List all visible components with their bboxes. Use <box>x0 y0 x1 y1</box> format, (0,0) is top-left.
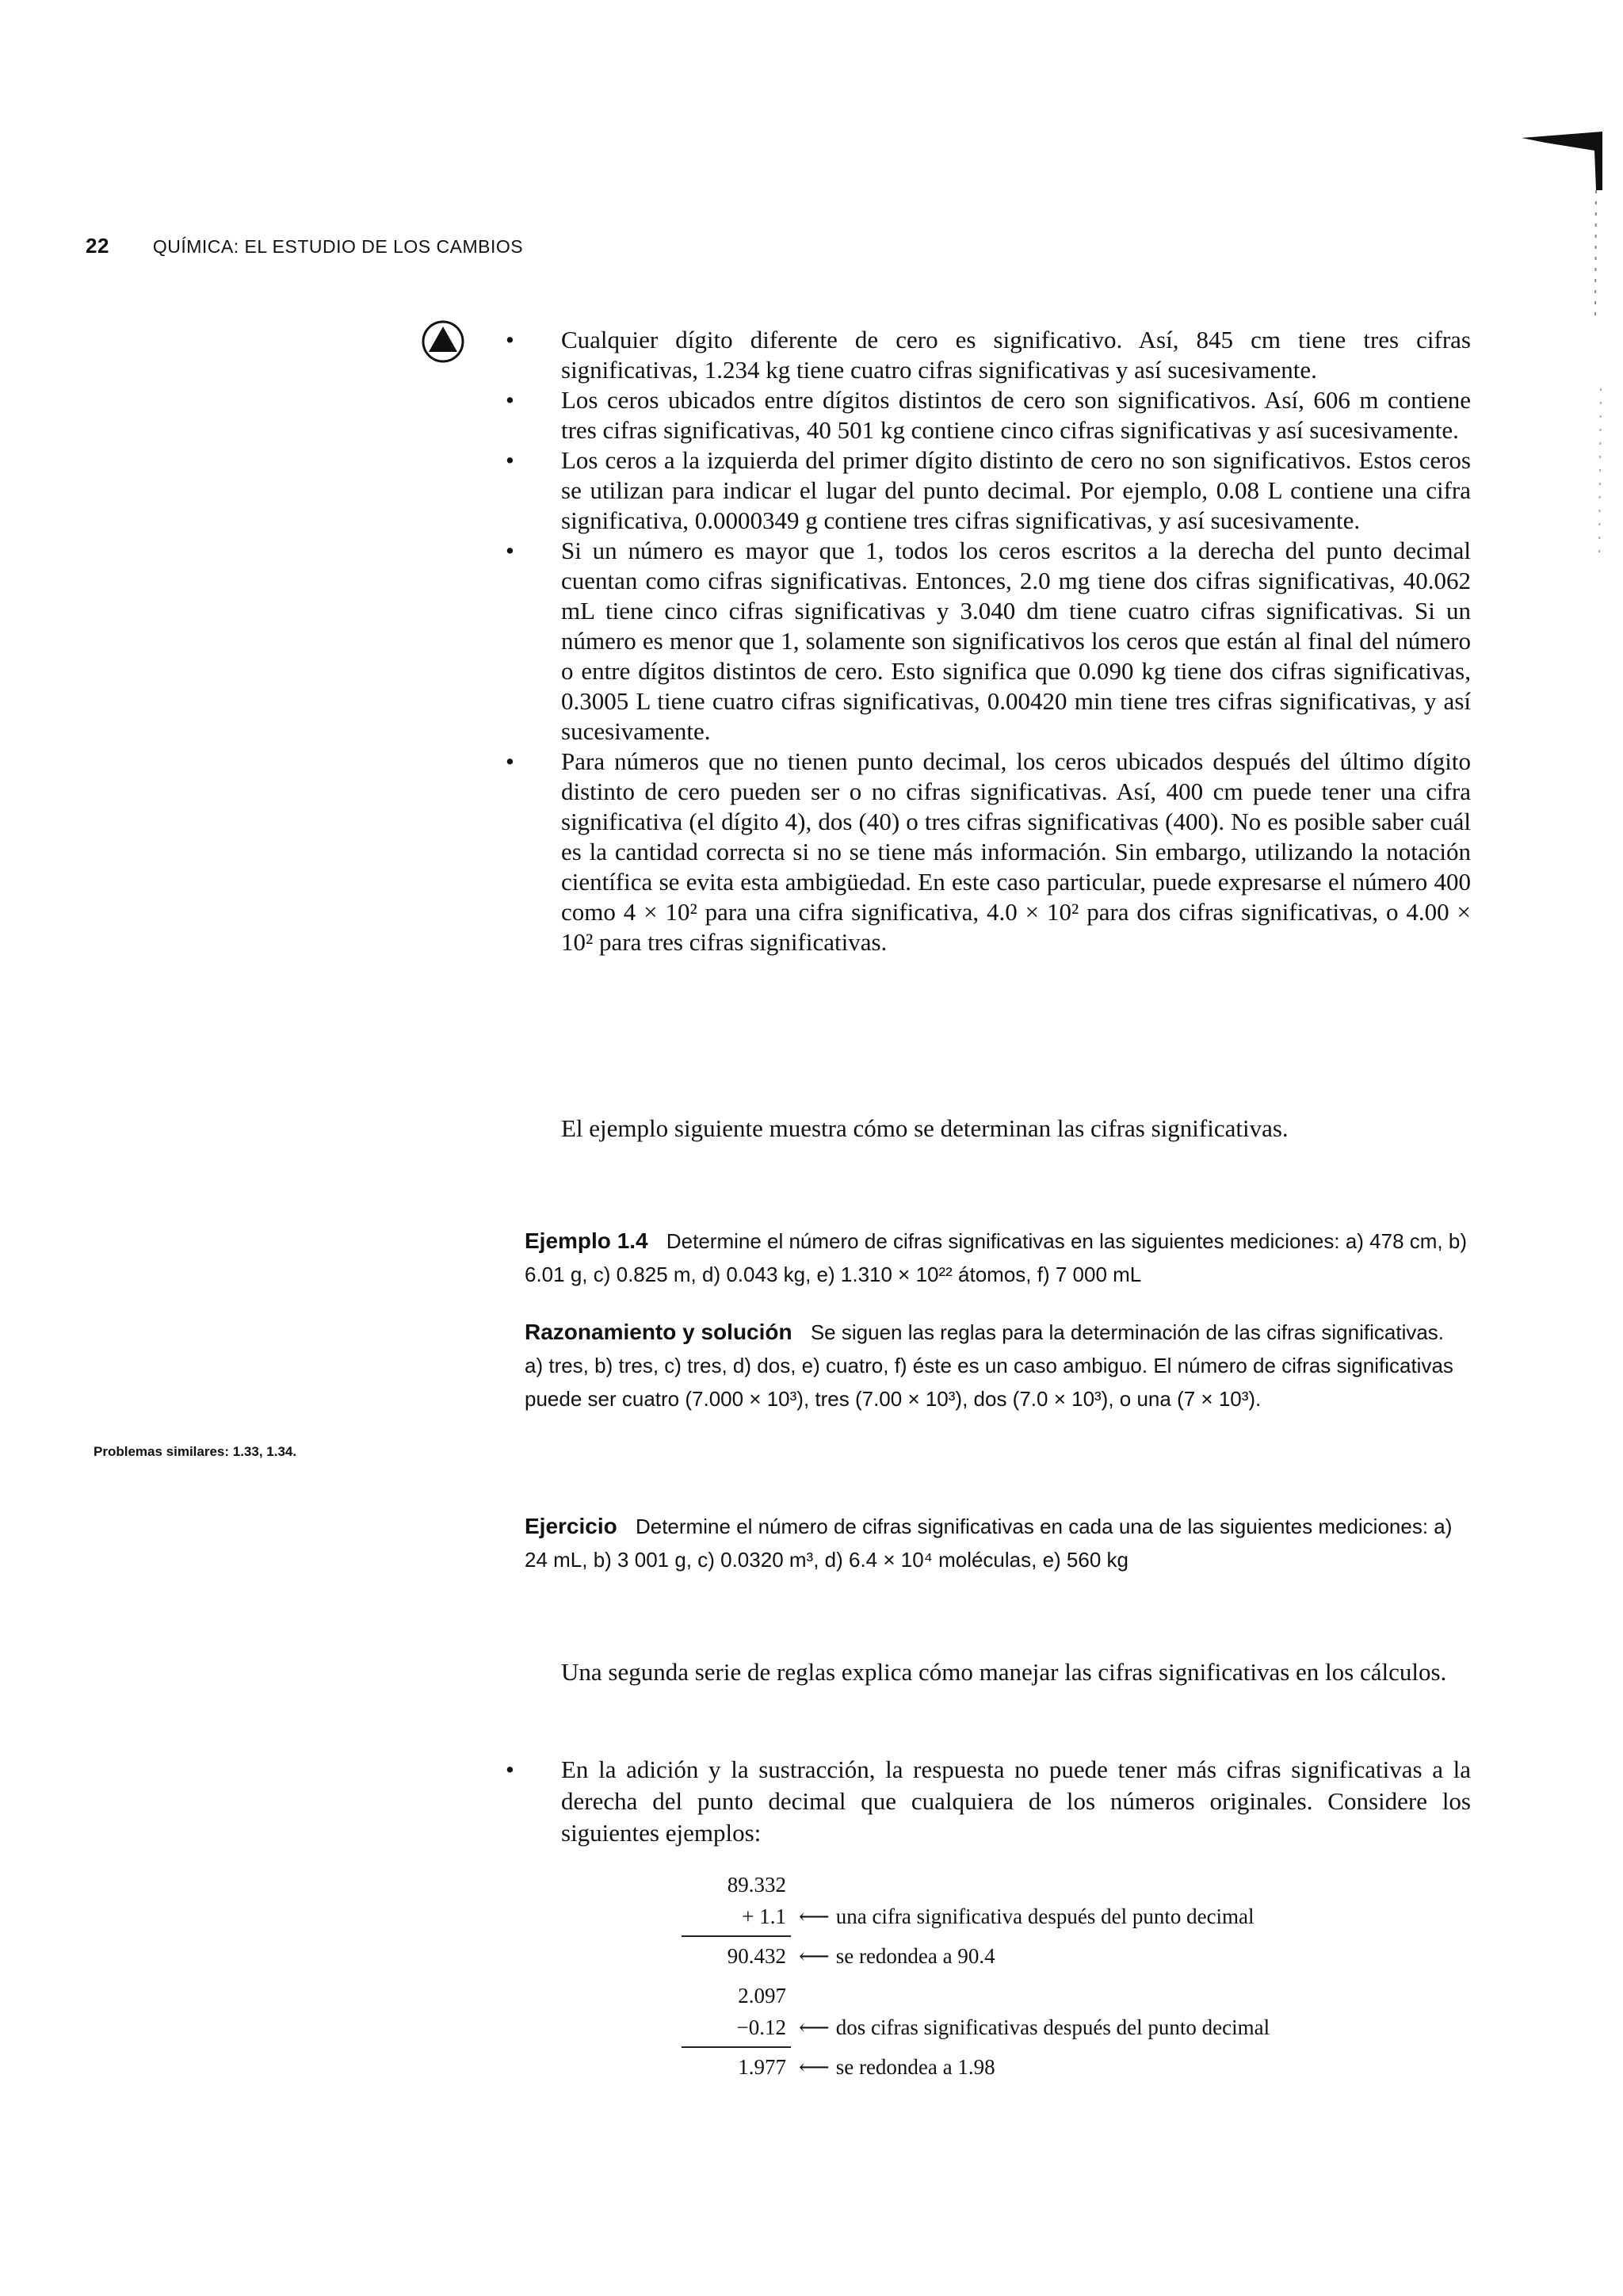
rule-item: • Si un número es mayor que 1, todos los ceros escritos a la derecha del punto decimal cuentan como cifras significativas. Entonces, 2.0 mg tiene dos cifras significativas, 40.062 mL tiene cinco cifras significativas y 3.040 dm tiene cuatro cifras significativas. Si un número es menor que 1, solamente son significativos los ceros que están al final del número o entre dígitos distintos de cero. Esto significa que 0.090 kg tiene dos cifras significativas, 0.3005 L tiene cuatro cifras significativas, 0.00420 min tiene tres cifras significativas, y así sucesivamente. <box>506 536 1471 747</box>
significant-figures-rules <box>506 325 1471 957</box>
solution-block <box>525 1316 1468 1415</box>
difference-line <box>682 2046 791 2048</box>
result: 90.432 <box>727 1944 786 1968</box>
intro-paragraph: El ejemplo siguiente muestra cómo se determinan las cifras significativas. <box>561 1114 1289 1142</box>
triangle-circle-icon <box>420 319 466 365</box>
operand: −0.12 <box>736 2015 786 2039</box>
page-number: 22 <box>86 234 109 258</box>
annotation-text: dos cifras significativas después del punto decimal <box>835 2015 1270 2039</box>
annotation <box>799 1940 995 1972</box>
solution-label: Razonamiento y solución <box>525 1320 792 1344</box>
example-text: Determine el número de cifras significativas en las siguientes mediciones: a) 478 cm, b) 6.01 g, c) 0.825 m, d) 0.043 kg, e) 1.310 × 10²² átomos, f) 7 000 mL <box>525 1229 1467 1286</box>
annotation <box>799 2011 1270 2043</box>
operand: 2.097 <box>738 1984 786 2008</box>
exercise-text: Determine el número de cifras significativas en cada una de las siguientes mediciones: a) 24 mL, b) 3 001 g, c) 0.0320 m³, d) 6.4 × 10⁴ moléculas, e) 560 kg <box>525 1515 1453 1572</box>
operand: 89.332 <box>727 1873 786 1897</box>
rule-item: • Cualquier dígito diferente de cero es significativo. Así, 845 cm tiene tres cifras significativas, 1.234 kg tiene cuatro cifras significativas y así sucesivamente. <box>506 325 1471 385</box>
similar-problems-note: Problemas similares: 1.33, 1.34. <box>94 1444 297 1459</box>
result: 1.977 <box>738 2055 786 2079</box>
annotation <box>799 1901 1254 1932</box>
sum-line <box>682 1935 791 1937</box>
scan-edge-mark <box>1514 127 1609 555</box>
annotation-text: se redondea a 1.98 <box>835 2055 995 2079</box>
annotation <box>799 2051 995 2083</box>
rules-intro-paragraph: Una segunda serie de reglas explica cómo manejar las cifras significativas en los cálculos. <box>561 1658 1447 1686</box>
annotation-text: una cifra significativa después del punto decimal <box>835 1904 1254 1928</box>
exercise-block <box>525 1510 1468 1576</box>
exercise-label: Ejercicio <box>525 1514 617 1538</box>
example-label: Ejemplo 1.4 <box>525 1228 648 1253</box>
example-block <box>525 1224 1468 1291</box>
operand: + 1.1 <box>742 1904 786 1928</box>
rule-item: • Para números que no tienen punto decimal, los ceros ubicados después del último dígito distinto de cero pueden ser o no cifras significativas. Así, 400 cm puede tener una cifra significativa (el dígito 4), dos (40) o tres cifras significativas (400). No es posible saber cuál es la cantidad correcta si no se tiene más información. Sin embargo, utilizando la notación científica se evita esta ambigüedad. En este caso particular, puede expresarse el número 400 como 4 × 10² para una cifra significativa, 4.0 × 10² para dos cifras significativas, o 4.00 × 10² para tres cifras significativas. <box>506 747 1471 957</box>
annotation-text: se redondea a 90.4 <box>835 1944 995 1968</box>
rule-item: • Los ceros a la izquierda del primer dígito distinto de cero no son significativos. Estos ceros se utilizan para indicar el lugar del punto decimal. Por ejemplo, 0.08 L contiene una cifra significativa, 0.0000349 g contiene tres cifras significativas, y así sucesivamente. <box>506 445 1471 536</box>
running-title: QUÍMICA: EL ESTUDIO DE LOS CAMBIOS <box>152 236 524 257</box>
left-arrow-icon: ⟵ <box>799 1944 830 1968</box>
rule-item: • Los ceros ubicados entre dígitos distintos de cero son significativos. Así, 606 m contiene tres cifras significativas, 40 501 kg contiene cinco cifras significativas y así sucesivamente. <box>506 385 1471 445</box>
solution-text: Se siguen las reglas para la determinación de las cifras significativas. a) tres, b) tres, c) tres, d) dos, e) cuatro, f) éste es un caso ambiguo. El número de cifras significativas puede ser cuatro (7.000 × 10³), tres (7.00 × 10³), dos (7.0 × 10³), o una (7 × 10³). <box>525 1320 1453 1411</box>
calculation-rules <box>506 1754 1471 1849</box>
page-header <box>86 234 523 258</box>
rule-item: • En la adición y la sustracción, la respuesta no puede tener más cifras significativas a la derecha del punto decimal que cualquiera de los números originales. Considere los siguientes ejemplos: <box>506 1754 1471 1849</box>
left-arrow-icon: ⟵ <box>799 2055 830 2079</box>
left-arrow-icon: ⟵ <box>799 1904 830 1928</box>
left-arrow-icon: ⟵ <box>799 2015 830 2039</box>
